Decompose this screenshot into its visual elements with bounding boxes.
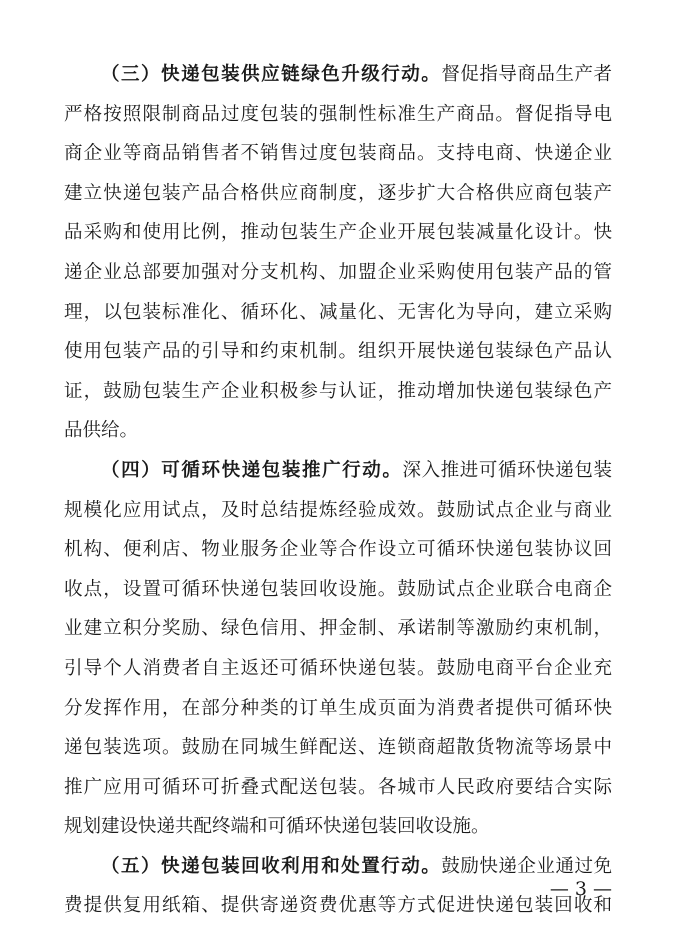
paragraph-line [64, 847, 612, 887]
paragraph-line: 规划建设快递共配终端和可循环快递包装回收设施。 [64, 816, 490, 838]
section-heading: （五）快递包装回收利用和处置行动。 [101, 855, 442, 877]
paragraph-text: 督促指导商品生产者 [441, 64, 612, 85]
paragraph-text: 深入推进可循环快递包装 [402, 459, 612, 481]
paragraph-text: 鼓励快递企业通过免 [441, 855, 612, 877]
paragraph-line: 分发挥作用，在部分种类的订单生成页面为消费者提供可循环快 [64, 697, 612, 719]
paragraph-line: 建立快递包装产品合格供应商制度，逐步扩大合格供应商包装产 [64, 182, 612, 204]
paragraph-line: 递企业总部要加强对分支机构、加盟企业采购使用包装产品的管 [64, 261, 612, 283]
paragraph-line: 引导个人消费者自主返还可循环快递包装。鼓励电商平台企业充 [64, 657, 612, 679]
paragraph-line: 收点，设置可循环快递包装回收设施。鼓励试点企业联合电商企 [64, 578, 612, 600]
paragraph-line: 机构、便利店、物业服务企业等合作设立可循环快递包装协议回 [64, 539, 612, 561]
paragraph-line: 商企业等商品销售者不销售过度包装商品。支持电商、快递企业 [64, 143, 612, 165]
paragraph-line: 费提供复用纸箱、提供寄递资费优惠等方式促进快递包装回收和 [64, 895, 612, 917]
paragraph-line: 递包装选项。鼓励在同城生鲜配送、连锁商超散货物流等场景中 [64, 737, 612, 759]
paragraph-line: 理，以包装标准化、循环化、减量化、无害化为导向，建立采购 [64, 301, 612, 323]
paragraph-line [64, 55, 612, 95]
paragraph-line: 规模化应用试点，及时总结提炼经验成效。鼓励试点企业与商业 [64, 499, 612, 521]
paragraph-line [64, 451, 612, 491]
paragraph-line: 使用包装产品的引导和约束机制。组织开展快递包装绿色产品认 [64, 341, 612, 363]
paragraph-line: 证，鼓励包装生产企业积极参与认证，推动增加快递包装绿色产 [64, 380, 612, 402]
paragraph-line: 推广应用可循环可折叠式配送包装。各城市人民政府要结合实际 [64, 776, 612, 798]
paragraph-line: 严格按照限制商品过度包装的强制性标准生产商品。督促指导电 [64, 103, 612, 125]
section-heading: （三）快递包装供应链绿色升级行动。 [101, 64, 442, 85]
paragraph-line: 品供给。 [64, 420, 139, 442]
body-text [64, 55, 612, 926]
section-heading: （四）可循环快递包装推广行动。 [101, 459, 403, 481]
paragraph-line: 品采购和使用比例，推动包装生产企业开展包装减量化设计。快 [64, 222, 612, 244]
page-number: — 3 — [549, 878, 612, 900]
paragraph-line: 业建立积分奖励、绿色信用、押金制、承诺制等激励约束机制， [64, 618, 612, 640]
